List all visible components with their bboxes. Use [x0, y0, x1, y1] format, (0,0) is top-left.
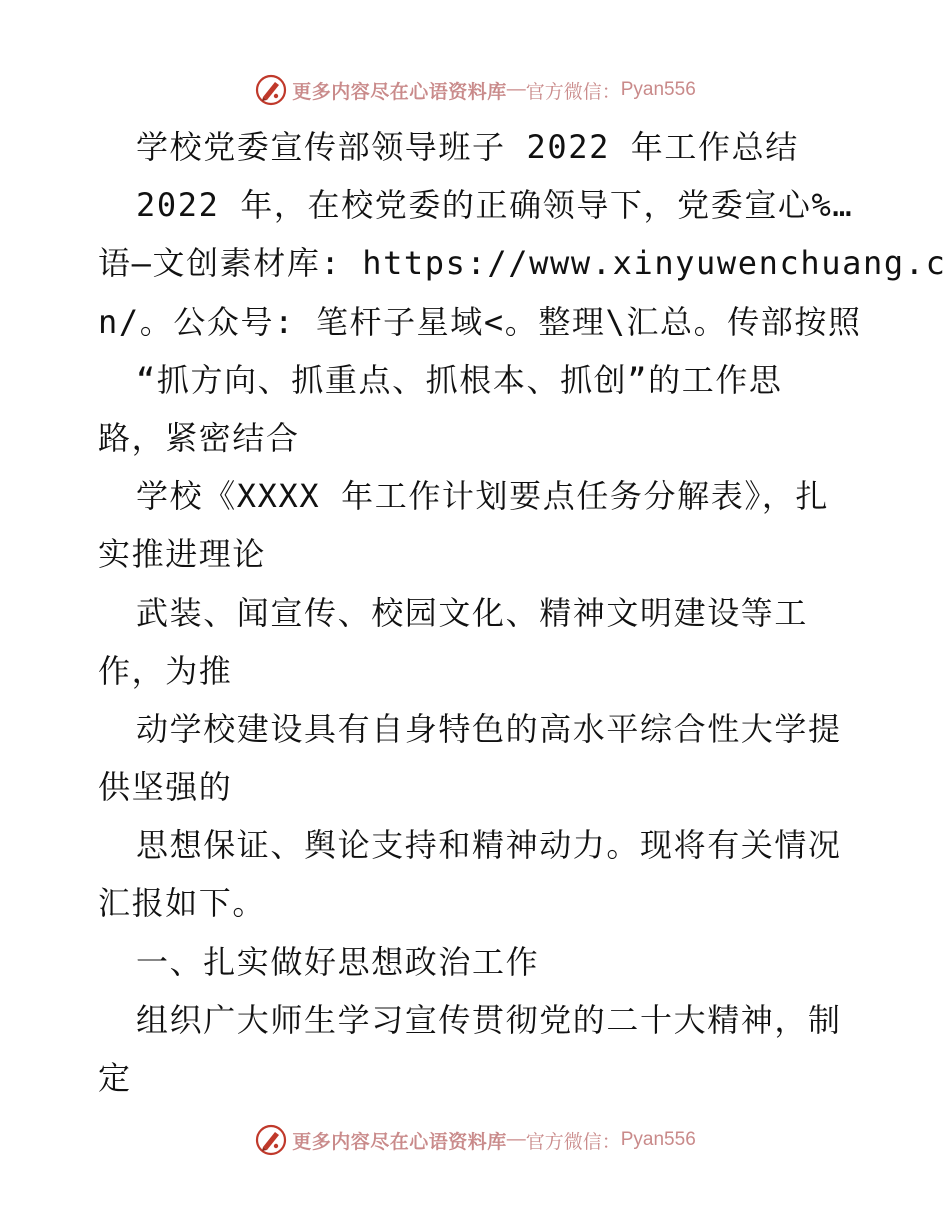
banner-wechat-label: 官方微信：: [525, 1130, 621, 1153]
footer-banner: [0, 1118, 950, 1162]
paragraph-line: 动学校建设具有自身特色的高水平综合性大学提: [136, 709, 842, 748]
paragraph-line: 武装、闻宣传、校园文化、精神文明建设等工: [136, 593, 809, 632]
paragraph-line: 组织广大师生学习宣传贯彻党的二十大精神，制: [136, 1000, 842, 1039]
banner-wechat-id: Pyan556: [620, 1129, 696, 1150]
document-title: 学校党委宣传部领导班子 2022 年工作总结: [136, 128, 799, 166]
header-banner: [0, 68, 950, 112]
banner-title: 更多内容尽在心语资料库: [292, 1130, 507, 1153]
paragraph-line: 定: [98, 1059, 132, 1097]
banner-separator: —: [506, 79, 526, 100]
banner-separator: —: [506, 1129, 526, 1150]
paragraph-line: 学校《XXXX 年工作计划要点任务分解表》，扎: [136, 477, 830, 516]
paragraph-line: 汇报如下。: [98, 884, 267, 923]
banner-title: 更多内容尽在心语资料库: [292, 80, 507, 103]
section-heading: 一、扎实做好思想政治工作: [136, 942, 540, 981]
paragraph-line: n/。公众号: 笔杆子星域<。整理\汇总。传部按照: [98, 302, 862, 341]
paragraph-line: 实推进理论: [98, 535, 267, 574]
document-body: [98, 118, 947, 1107]
paragraph-line: 思想保证、舆论支持和精神动力。现将有关情况: [136, 826, 842, 865]
paragraph-line: 语—文创素材库: https://www.xinyuwenchuang.c: [98, 244, 947, 283]
paragraph-line: “抓方向、抓重点、抓根本、抓创”的工作思: [136, 360, 783, 399]
paragraph-line: 作，为推: [98, 651, 233, 690]
pen-logo-icon: [254, 1123, 288, 1157]
banner-wechat-label: 官方微信：: [525, 80, 621, 103]
paragraph-line: 2022 年，在校党委的正确领导下，党委宣心%…: [136, 186, 854, 225]
paragraph-line: 路，紧密结合: [98, 418, 300, 457]
paragraph-line: 供坚强的: [98, 768, 233, 807]
banner-wechat-id: Pyan556: [620, 79, 696, 100]
pen-logo-icon: [254, 73, 288, 107]
